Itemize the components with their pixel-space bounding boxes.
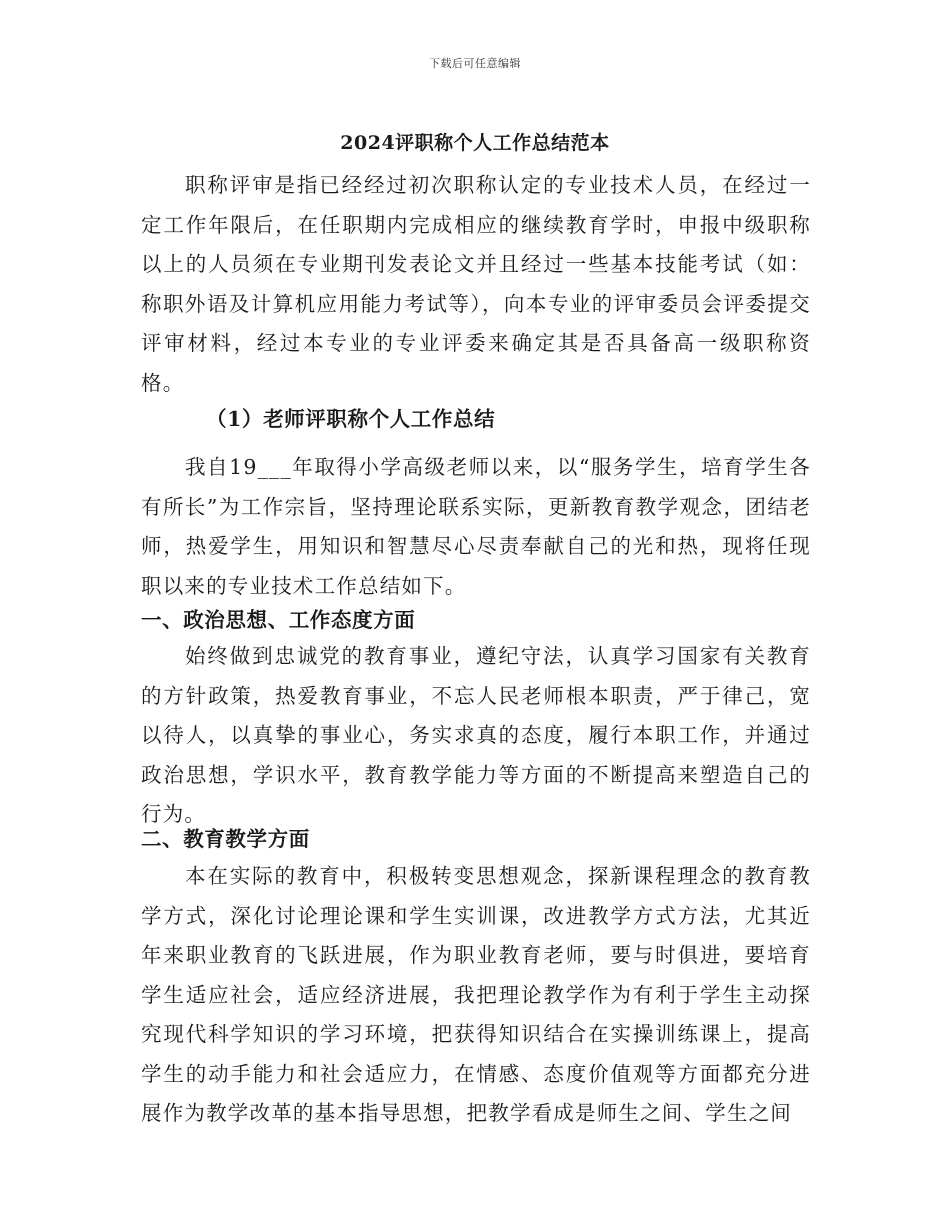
paragraph-1: 我自19___年取得小学高级老师以来，以“服务学生，培育学生各有所长”为工作宗旨，坚持理论联系实际，更新教育教学观念，团结老师，热爱学生，用知识和智慧尽心尽责奉献自己的光和热，现将任现职以来的专业技术工作总结如下。 (141, 455, 811, 598)
section-2-paragraph: 本在实际的教育中，积极转变思想观念，探新课程理念的教育教学方式，深化讨论理论课和学生实训课，改进教学方式方法，尤其近年来职业教育的飞跃进展，作为职业教育老师，要与时俱进，要培育学生适应社会，适应经济进展，我把理论教学作为有利于学生主动探究现代科学知识的学习环境，把获得知识结合在实操训练课上，提高学生的动手能力和社会适应力，在情感、态度价值观等方面都充分进展作为教学改革的基本指导思想，把教学看成是师生之间、学生之间 (141, 864, 811, 1125)
section-2-heading: 二、教育教学方面 (141, 827, 310, 851)
section-1-paragraph: 始终做到忠诚党的教育事业，遵纪守法，认真学习国家有关教育的方针政策，热爱教育事业，不忘人民老师根本职责，严于律己，宽以待人，以真挚的事业心，务实求真的态度，履行本职工作，并通过政治思想，学识水平，教育教学能力等方面的不断提高来塑造自己的行为。 (141, 644, 811, 826)
subheading: （1）老师评职称个人工作总结 (206, 407, 496, 431)
header-note: 下载后可任意编辑 (429, 57, 521, 70)
section-1-heading: 一、政治思想、工作态度方面 (141, 608, 416, 632)
intro-paragraph: 职称评审是指已经经过初次职称认定的专业技术人员，在经过一定工作年限后，在任职期内完成相应的继续教育学时，申报中级职称以上的人员须在专业期刊发表论文并且经过一些基本技能考试（如：称职外语及计算机应用能力考试等），向本专业的评审委员会评委提交评审材料，经过本专业的专业评委来确定其是否具备高一级职称资格。 (141, 173, 811, 395)
document-title: 2024评职称个人工作总结范本 (340, 132, 610, 154)
